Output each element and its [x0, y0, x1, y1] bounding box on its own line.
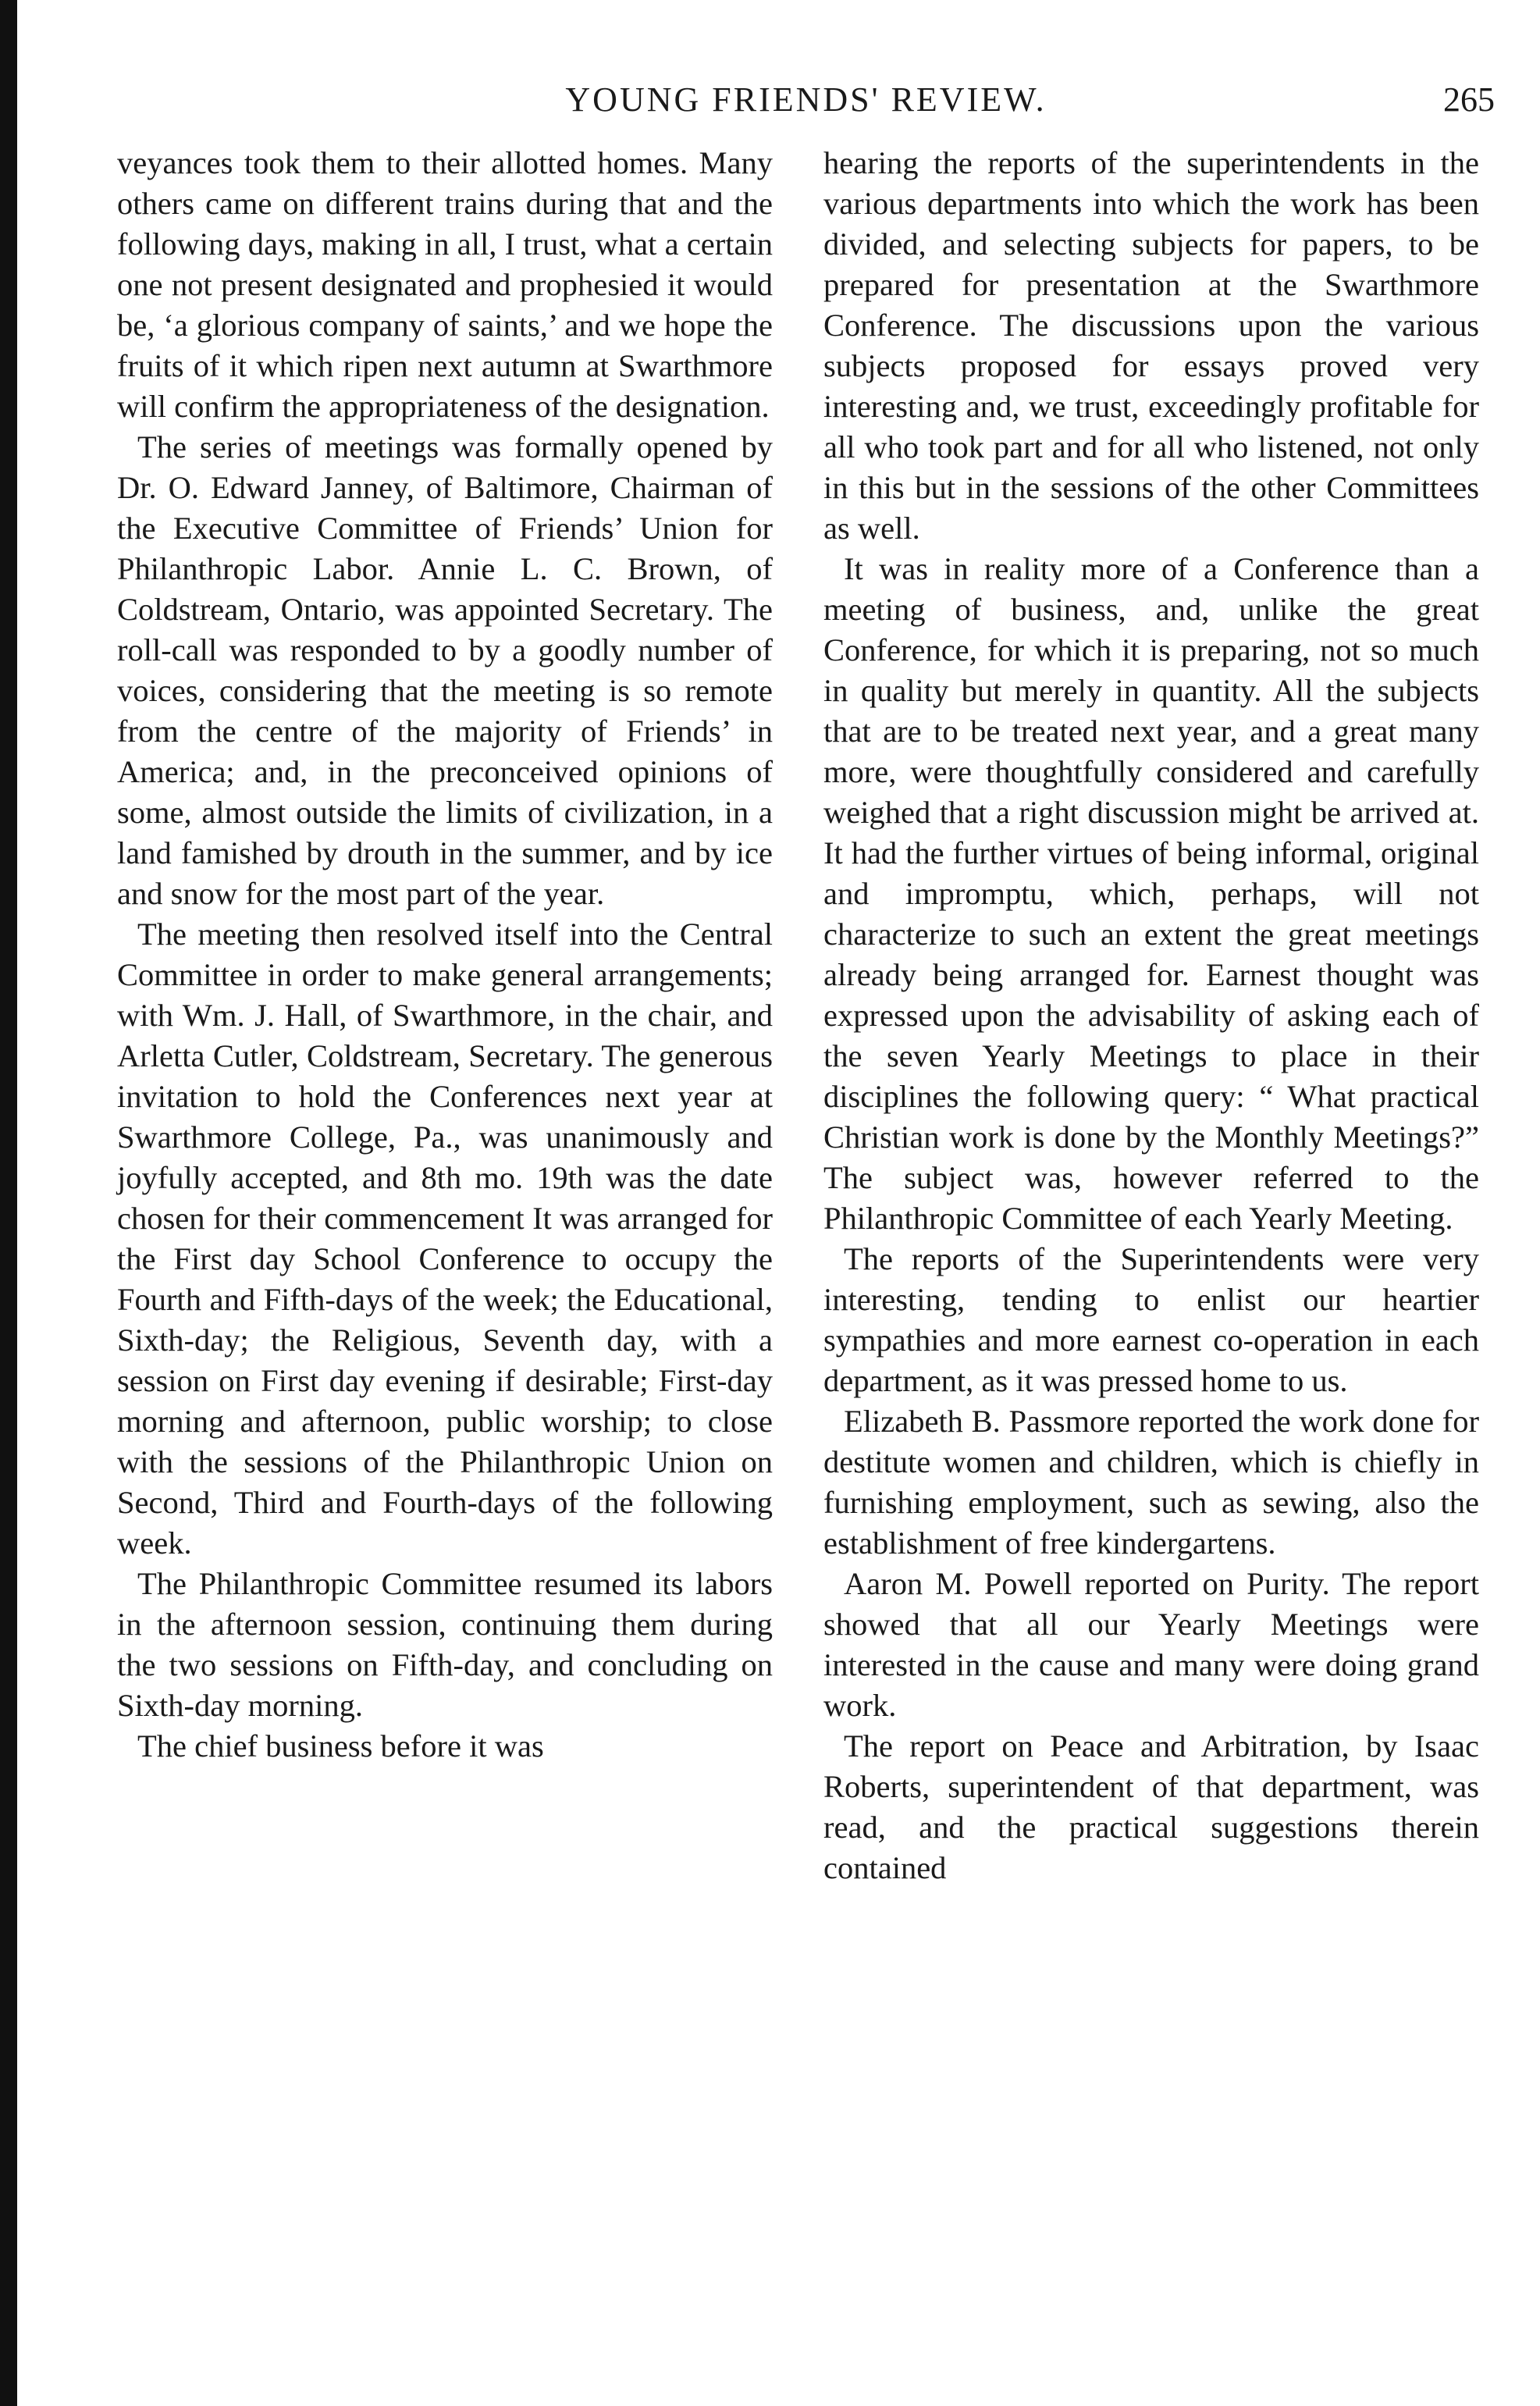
paragraph: The Philanthropic Committee resumed its labors in the afternoon session, continuing them during the two sessions on Fifth-day, and concluding on Sixth-day morning.	[117, 1566, 773, 1723]
paragraph: Aaron M. Powell reported on Purity. The report showed that all our Yearly Meetings were interested in the cause and many were doing grand work.	[823, 1566, 1479, 1723]
paragraph: The reports of the Superintendents were very interesting, tending to enlist our heartier sympathies and more earnest co-operation in each department, as it was pressed home to us.	[823, 1241, 1479, 1398]
running-title: YOUNG FRIENDS' REVIEW.	[565, 80, 1047, 119]
paragraph: It was in reality more of a Conference than a meeting of business, and, unlike the great Conference, for which it is preparing, not so much in quality but merely in quantity. All the subjects that are to be treated next year, and a great many more, were thoughtfully considered and carefully weighed that a right discussion might be arrived at. It had the further virtues of being informal, original and impromptu, which, perhaps, will not characterize to such an extent the great meetings already being arranged for. Earnest thought was expressed upon the advisability of asking each of the seven Yearly Meetings to place in their disciplines the following query: “ What practical Christian work is done by the Monthly Meetings?” The subject was, however referred to the Philanthropic Committee of each Yearly Meeting.	[823, 551, 1479, 1236]
paragraph: The chief business before it was	[137, 1728, 544, 1764]
paragraph: The meeting then resolved itself into the Central Committee in order to make general arrangements; with Wm. J. Hall, of Swarthmore, in the chair, and Arletta Cutler, Coldstream, Secretary. The generous invitation to hold the Conferences next year at Swarthmore College, Pa., was unanimously and joyfully accepted, and 8th mo. 19th was the date chosen for their commencement It was arranged for the First day School Conference to occupy the Fourth and Fifth-days of the week; the Educational, Sixth-day; the Religious, Seventh day, with a session on First day evening if desirable; First-day morning and afternoon, public worship; to close with the sessions of the Philanthropic Union on Second, Third and Fourth-days of the following week.	[117, 916, 773, 1561]
paragraph: hearing the reports of the superintendents in the various departments into which the work has been divided, and selecting subjects for papers, to be prepared for presentation at the Swarthmore Conference. The discussions upon the various subjects proposed for essays proved very interesting and, we trust, exceedingly profitable for all who took part and for all who listened, not only in this but in the sessions of the other Committees as well.	[823, 145, 1479, 546]
paragraph: The series of meetings was formally opened by Dr. O. Edward Janney, of Baltimore, Chairman of the Executive Committee of Friends’ Union for Philanthropic Labor. Annie L. C. Brown, of Coldstream, Ontario, was appointed Secretary. The roll-call was responded to by a goodly number of voices, considering that the meeting is so remote from the centre of the majority of Friends’ in America; and, in the preconceived opinions of some, almost outside the limits of civilization, in a land famished by drouth in the summer, and by ice and snow for the most part of the year.	[117, 429, 773, 911]
paragraph: The report on Peace and Arbitration, by Isaac Roberts, superintendent of that department, was read, and the practical suggestions therein contained	[823, 1728, 1479, 1885]
page-number: 265	[1443, 80, 1495, 119]
page-header	[117, 77, 1495, 131]
scan-binding-edge	[0, 0, 17, 2406]
paragraph: veyances took them to their allotted homes. Many others came on different trains during that and the following days, making in all, I trust, what a certain one not present designated and prophesied it would be, ‘a glorious company of saints,’ and we hope the fruits of it which ripen next autumn at Swarthmore will confirm the appropriateness of the designation.	[117, 145, 773, 424]
left-column	[117, 143, 773, 1767]
paragraph: Elizabeth B. Passmore reported the work done for destitute women and children, which is chiefly in furnishing employment, such as sewing, also the establishment of free kindergartens.	[823, 1404, 1479, 1561]
right-column	[823, 143, 1479, 1888]
